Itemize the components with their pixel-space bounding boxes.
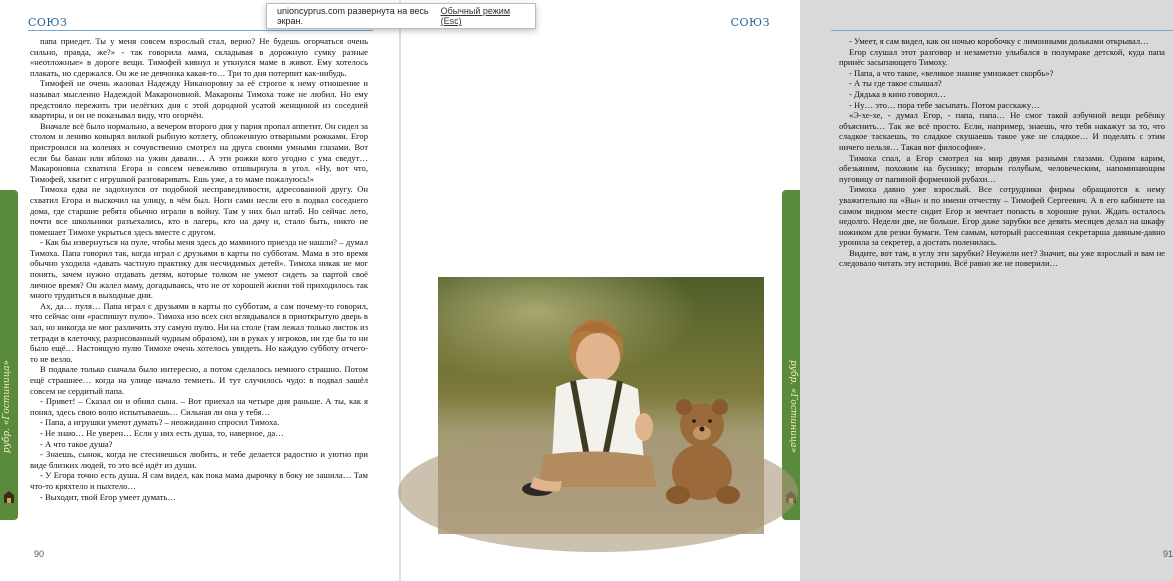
child-with-teddy-bear-photo (438, 277, 764, 534)
paragraph: Егор слушал этот разговор и незаметно улыбался в полумраке детской, куда папа принёс засыпающего Тимоху. (839, 46, 1165, 68)
left-side-label: рубр. «Гостиница» (2, 360, 12, 454)
left-side-tab (0, 190, 18, 520)
paragraph: - Умеет, я сам видел, как он ночью коробочку с лимонными дольками открывал… (849, 36, 1149, 46)
paragraph: - А что такое душа? (40, 438, 113, 449)
paragraph: Видите, вот там, в углу эти зарубки? Неужели нет? Значит, вы уже взрослый и вам не следовало читать эту историю. Всё равно же не поверили… (839, 247, 1165, 269)
paragraph: Тимоха едва не задохнулся от подобной несправедливости, адресованной другу. Он схватил Егора и выскочил на улицу, в чём был. Ноги сами несли его в подвал соседнего дома, где старшие ребята обычно играли в войну. Там у них был штаб. Но сейчас лето, почти все школьники разъехались, кто в лагерь, кто на дачу и, стало быть, никто не помешает Тимохе укрыться здесь вместе с другом. (30, 184, 368, 237)
paragraph: «Э-хе-хе, - думал Егор, - папа, папа… Не смог такой азбучной вещи ребёнку объяснить… Так же всё просто. Если, например, знаешь, что тебя накажут за то, что сладкое таскаешь, то сладкое скушаешь такое уже не сладкое… И поделать с этим ничего нельзя… Такая вот философия». (839, 110, 1165, 152)
paragraph: - Привет! – Сказал он и обнял сына. – Вот приехал на четыре дня раньше. А ты, как я понял, здесь свою волю испытываешь… Сильная ли она у тебя… (30, 396, 368, 417)
paragraph: Тимоха давно уже взрослый. Все сотрудники фирмы обращаются к нему уважительно на «Вы» и по имени отчеству – Тимофей Сергеевич. А в его кабинете на самом видном месте сидит Егор и мечтает попасть в хорошие руки. Ждать осталось недолго. Недели две, не больше. Егор даже зарубки все девять месяцев делал на шкафу ножиком для резки бумаги. Тем самым, который рассеянная секретарша давным-давно уронила за секретер, а достать поленилась. (839, 184, 1165, 248)
paragraph: - Знаешь, сынок, когда не стесняешься любить, и тебе делается радостно и уютно при виде близких людей, то это всё идёт из души. (30, 449, 368, 470)
left-page (0, 0, 399, 581)
paragraph: Ах, да… пуля… Папа играл с друзьями в карты по субботам, а сам почему-то говорил, что сейчас они «распишут пулю». Тимоха изо всех сил вглядывался в приоткрытую дверь в зал, но никогда не мог различить эту самую пулю. Ни на столе (там лежал только листок из тетради в клеточку, разрисованный чудным образом), ни в руках у игроков, ни где бы то ни было ещё… Настоящую пулю Тимохе очень хотелось увидеть. Но каждую субботу отчего-то не везло. (30, 300, 368, 364)
paragraph: - Дядька в кино говорил… (849, 88, 946, 99)
paragraph: Вначале всё было нормально, а вечером второго дня у парня пропал аппетит. Он сидел за столом и лениво ковырял вилкой рыбную котлету, обложенную отварными рожками. Егор пристроился на коленях и сочувственно смотрел на друга своими умными глазами. Вот если бы банан или яблоко на ужин давали… А эти рожки кого угодно с ума сведут… Макароновна схватила Егора и совсем невежливо отшвырнула в угол. «Ну, вот что, Тимофей, хватит с игрушкой разговаривать. Ешь уже, а то маме пожалуюсь!» (30, 120, 368, 184)
fullscreen-notice (266, 3, 536, 29)
paragraph: - Как бы извернуться на пуле, чтобы меня здесь до маминого приезда не нашли? – думал Тимоха. Папа говорил так, когда играл с друзьями в карты по субботам. Мама в это время обычно уходила «давать частную практику для несчидимых детей». Тимоха никак не мог понять, зачем нужно отдавать детям, которые толком не умеют сидеть за партой своё личное время? Он жалел маму, догадываясь, что не от хорошей жизни той приходилось так много трудиться в выходные дни. (30, 237, 368, 301)
paragraph: - Ну… это… пора тебе засыпать. Потом расскажу… (849, 99, 1040, 110)
paragraph: Тимоха спал, а Егор смотрел на мир двумя разными глазами. Одним карим, обезьяним, похожим на бусинку; вторым голубым, человеческим, напоминающим пуговицу от папиной форменной рубахи… (839, 152, 1165, 184)
paragraph: папа приедет. Ты у меня совсем взрослый стал, верно? Не будешь огорчаться очень сильно, правда, же?» - так говорила мама, складывая в дорожную сумку разные «неотложные» в дороге вещи. Тимофей кивнул и уткнулся маме в живот. Ему хотелось плакать, но сдержался. Он же не девчонка какая-то… Три то дня потерпит как-нибудь. (30, 36, 368, 78)
fullscreen-message: unioncyprus.com развернута на весь экран. (277, 6, 429, 26)
paragraph: - Выходит, твой Егор умеет думать… (40, 491, 176, 502)
paragraph: - А ты где такое слышал? (849, 78, 942, 89)
paragraph: - Папа, а игрушки умеют думать? – неожиданно спросил Тимоха. (40, 417, 280, 428)
paragraph: - Не знаю… Не уверен… Если у них есть душа, то, наверное, да… (40, 427, 284, 438)
paragraph: - У Егора точно есть душа. Я сам видел, как пока мама дырочку в боку не зашила… Там что-то кряхтело и пыхтело… (30, 470, 368, 491)
exit-fullscreen-link[interactable]: Обычный режим (Esc) (440, 6, 511, 26)
right-side-label: рубр. «Гостиница» (788, 360, 798, 454)
paragraph: Тимофей не очень жаловал Надежду Никаноровну за её строгое к нему отношение и называл мысленно Надеждой Макароновной. Макароны Тимоха тоже не любил. Но ему предстояло пережить три нелёгких дня с этой дородной усатой женщиной из соседней квартиры, и он не показывал виду, что огорчён. (30, 78, 368, 121)
right-page-number: 91 (1163, 549, 1173, 559)
right-page-body (839, 36, 1165, 269)
left-page-header: СОЮЗ (28, 16, 68, 29)
right-page-header: СОЮЗ (730, 16, 770, 29)
paragraph: В подвале только сначала было интересно, а потом сделалось немного страшно. Потом ещё страшнее… когда на улице начало темнеть. И тут случилось чудо: в подвал зашёл совсем не сердитый папа. (30, 364, 368, 396)
paragraph: - Папа, а что такое, «великое знание умножает скорбь»? (849, 67, 1054, 78)
left-page-number: 90 (34, 549, 45, 559)
left-header-rule (28, 30, 373, 31)
right-header-rule (831, 30, 1173, 31)
left-page-body (30, 36, 368, 502)
hotel-emblem-icon (2, 490, 16, 504)
